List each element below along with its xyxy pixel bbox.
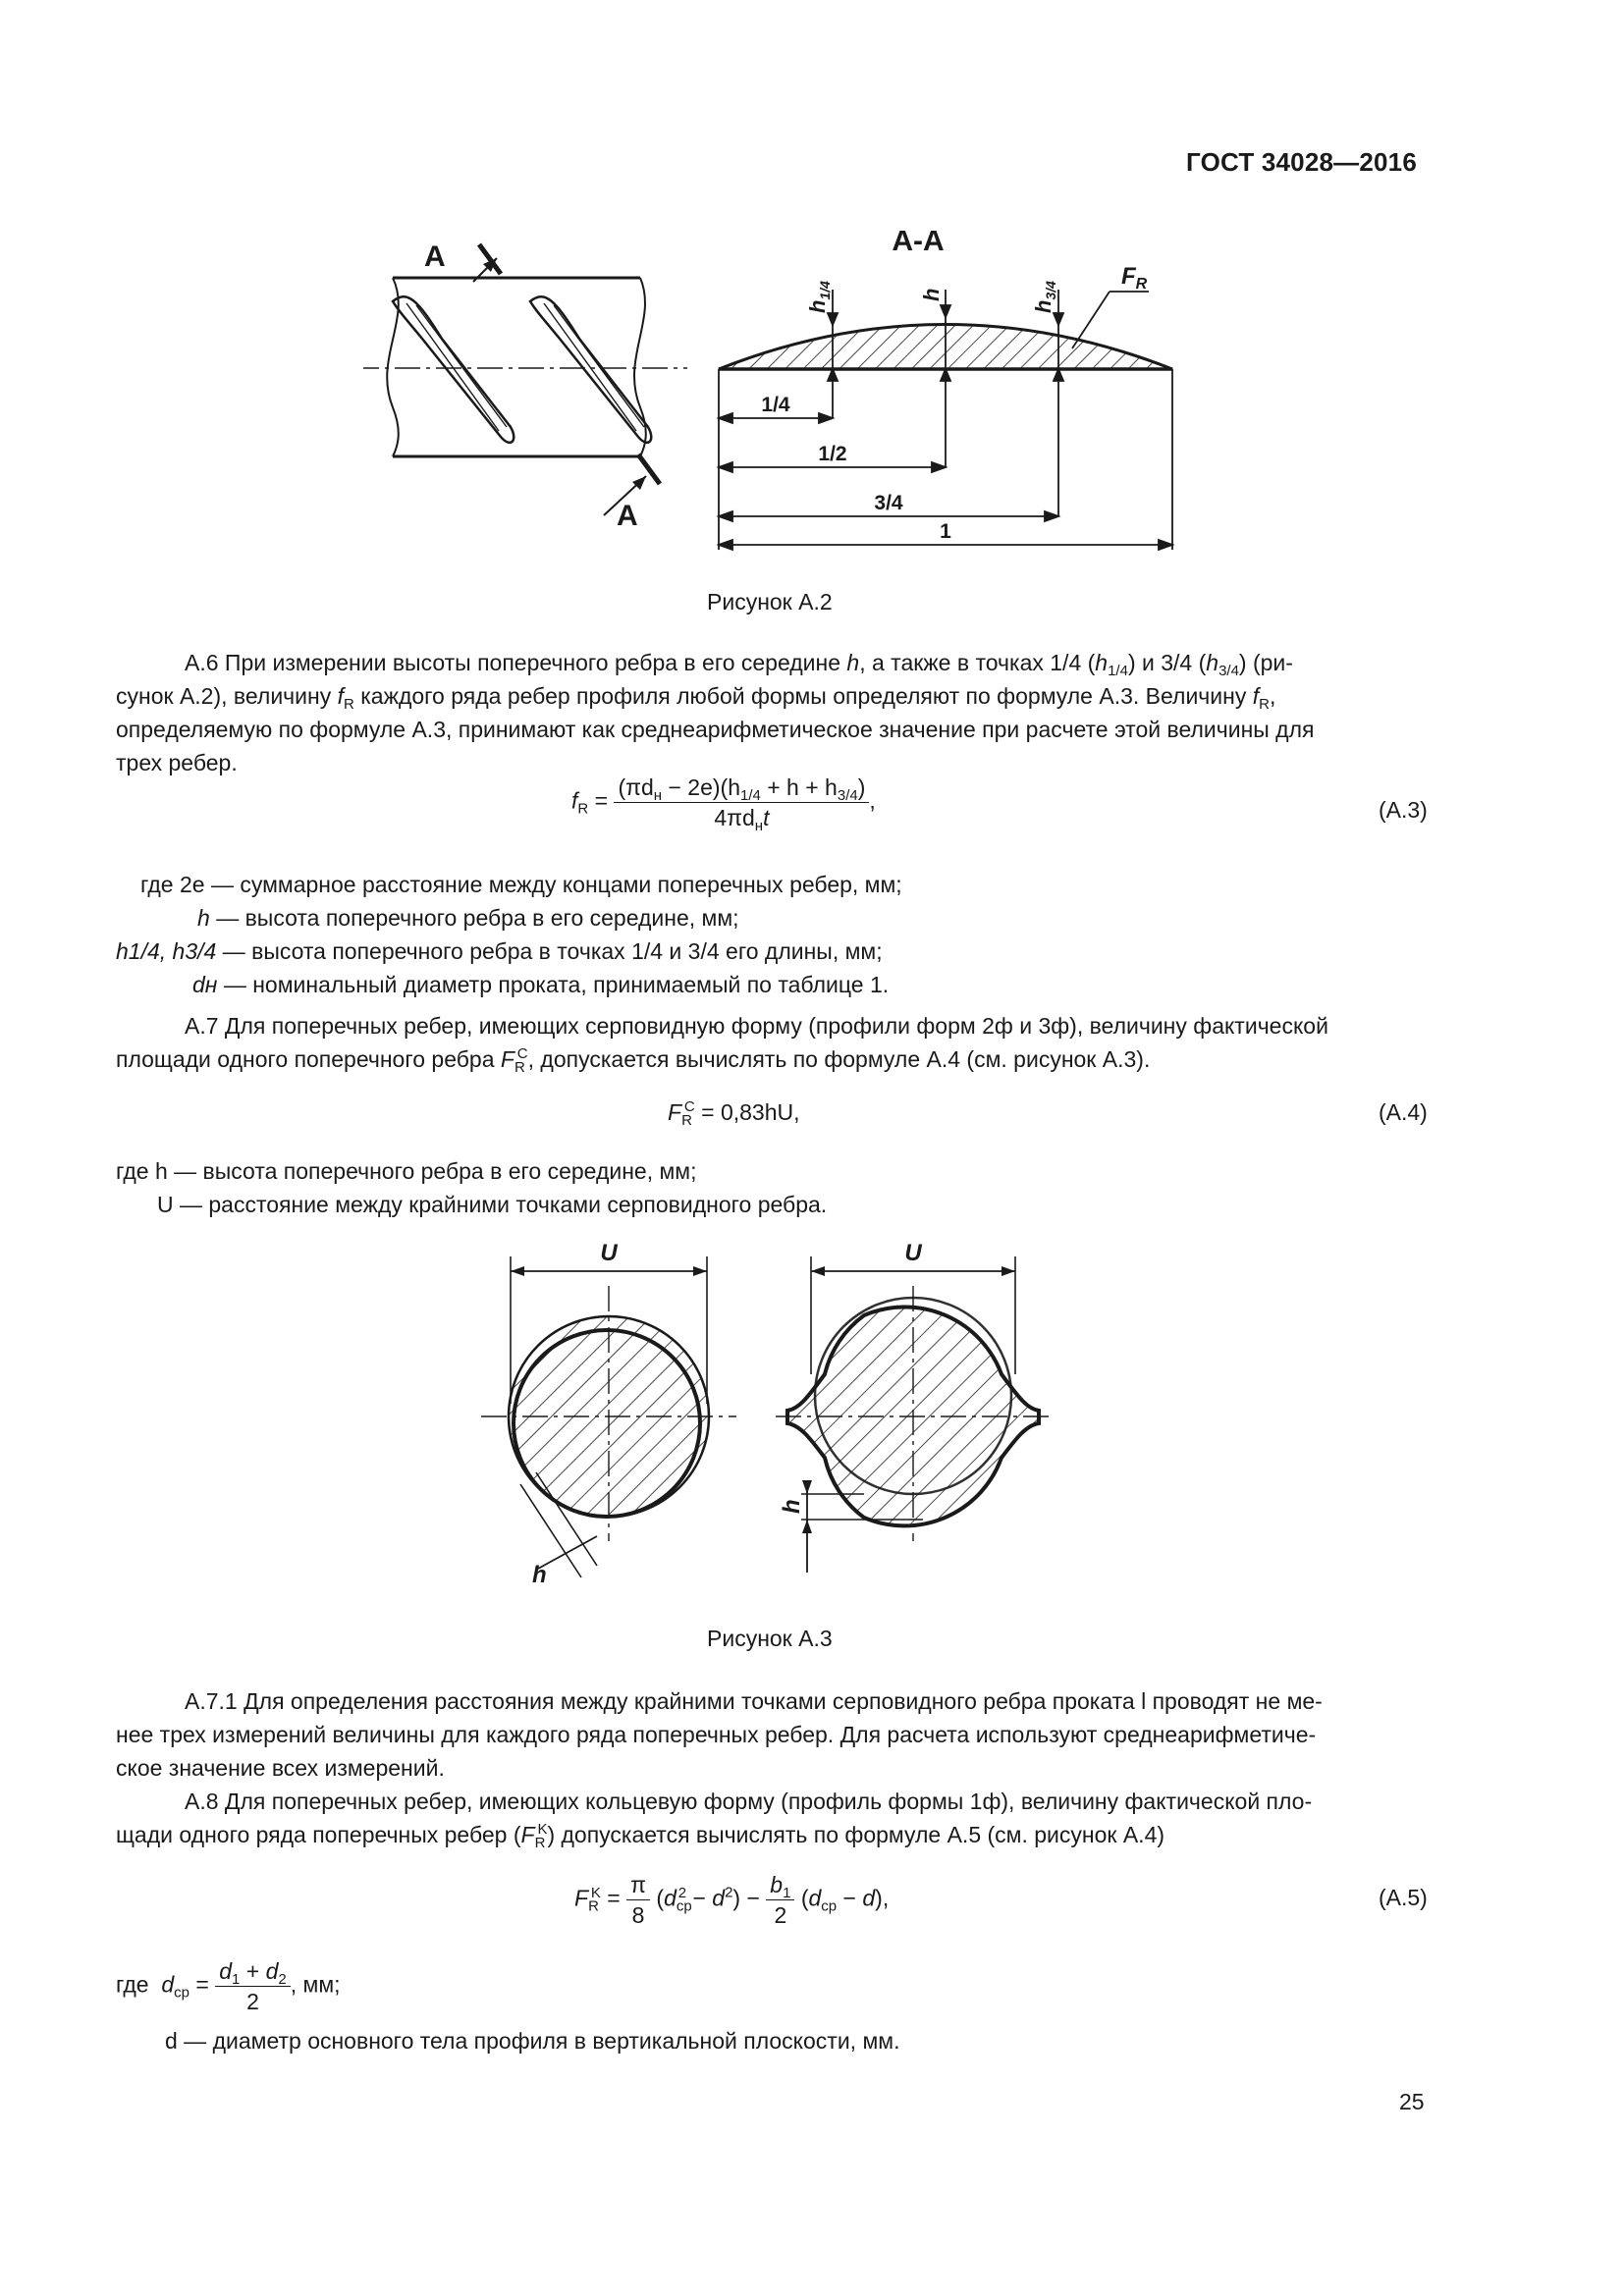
paragraph-a6: А.6 При измерении высоты поперечного ребра в его середине h, а также в точках 1/4 $(h_{1/4})$ и 3/4 $(h_{3/4})$ (ри- сунок А.2), величину $f_R$ каждого ряда ребер профиля любой формы определяют по формуле А.3. Величину $f_R$, определяемую по формуле А.3, принимают как среднеарифметическое значение при расчете этой величины для трех ребер.: [116, 650, 1315, 775]
equation-a4-number: (А.4): [1379, 1099, 1428, 1125]
equation-a5: $F_R^K$ = $\frac{\pi}{8}$ $(d_{ср}^2 - d^2)$ − $\frac{b_1}{2}$ $(d_{ср} - d)$,: [574, 1872, 890, 1928]
paragraph-a71: А.7.1 Для определения расстояния между крайними точками серповидного ребра проката l проводят не ме- нее трех измерений величины для каждого ряда поперечных ребер. Для расчета используют среднеарифметиче- ское значение всех измерений.: [116, 1688, 1323, 1781]
legend-a3-row-3: h1/4, h3/4 — высота поперечного ребра в точках 1/4 и 3/4 его длины, мм;: [116, 938, 883, 964]
svg-text:h1/4: [805, 281, 833, 313]
h-label: h: [919, 288, 944, 301]
page-number: 25: [1399, 2089, 1425, 2114]
u-label-right: U: [904, 1240, 922, 1266]
bar-side-view: [363, 244, 687, 515]
h-label-right: h: [779, 1499, 805, 1514]
h-label-left: h: [532, 1562, 547, 1588]
legend-a3-row-2: h — высота поперечного ребра в его середине, мм;: [197, 905, 739, 931]
equation-a4: $F_R^C = 0,83hU$,: [668, 1098, 800, 1129]
fr-base: F: [1121, 263, 1136, 290]
equation-a5-number: (А.5): [1379, 1885, 1428, 1910]
legend-a4-row-1: где h — высота поперечного ребра в его середине, мм;: [116, 1158, 697, 1184]
h34-sub: 3/4: [1043, 281, 1058, 300]
standard-header: ГОСТ 34028—2016: [1186, 147, 1417, 177]
svg-text:FR: [1121, 263, 1148, 293]
u-label-left: U: [600, 1240, 618, 1266]
dim-quarter: 1/4: [761, 394, 790, 416]
equation-a3-number: (А.3): [1379, 797, 1428, 823]
crescent-rib-right: [776, 1256, 1053, 1573]
equation-a3: $f_R$ = $\frac{(\pi d_н - 2e)(h_{1/4} + h + h_{3/4})}{4\pi d_нt}$ ,: [571, 774, 876, 834]
legend-a3-row-4: dн — номинальный диаметр проката, принимаемый по таблице 1.: [192, 972, 890, 997]
legend-a5-where: где $d_{ср}$ = $\frac{d_1 + d_2}{2}$ , мм;: [116, 1958, 341, 2014]
crescent-rib-left: [481, 1256, 736, 1577]
paragraph-a7: А.7 Для поперечных ребер, имеющих серповидную форму (профили форм 2ф и 3ф), величину фактической площади одного поперечного ребра $F_R^C$, допускается вычислять по формуле А.4 (см. рисунок А.3).: [116, 1013, 1328, 1076]
legend-a5-d: d — диаметр основного тела профиля в вертикальной плоскости, мм.: [165, 2028, 900, 2054]
ordinate-arrows: [719, 290, 1172, 550]
section-label: А-А: [892, 231, 945, 257]
h14-base: h: [805, 299, 830, 313]
h34-base: h: [1031, 299, 1056, 313]
dim-half: 1/2: [818, 443, 847, 465]
h14-sub: 1/4: [817, 281, 833, 300]
svg-text:h3/4: [1031, 281, 1058, 313]
figure-a2: [363, 231, 1188, 564]
cut-label-bottom: А: [617, 500, 638, 532]
fr-sub: R: [1135, 276, 1148, 293]
cut-label-top: А: [424, 240, 446, 273]
legend-a4-row-2: U — расстояние между крайними точками серповидного ребра.: [157, 1192, 828, 1217]
paragraph-a8: А.8 Для поперечных ребер, имеющих кольцевую форму (профиль формы 1ф), величину фактической пло- щади одного ряда поперечных ребер $(F_R^K)$ допускается вычислять по формуле А.5 (см. рисунок А.4): [116, 1789, 1313, 1851]
dim-full: 1: [940, 520, 951, 543]
figure-a3: [452, 1227, 1080, 1600]
dim-three-quarter: 3/4: [874, 492, 903, 514]
figure-a2-caption: Рисунок А.2: [707, 589, 833, 614]
legend-a3-row-1: где 2e — суммарное расстояние между концами поперечных ребер, мм;: [140, 872, 902, 897]
figure-a3-caption: Рисунок А.3: [707, 1626, 833, 1651]
